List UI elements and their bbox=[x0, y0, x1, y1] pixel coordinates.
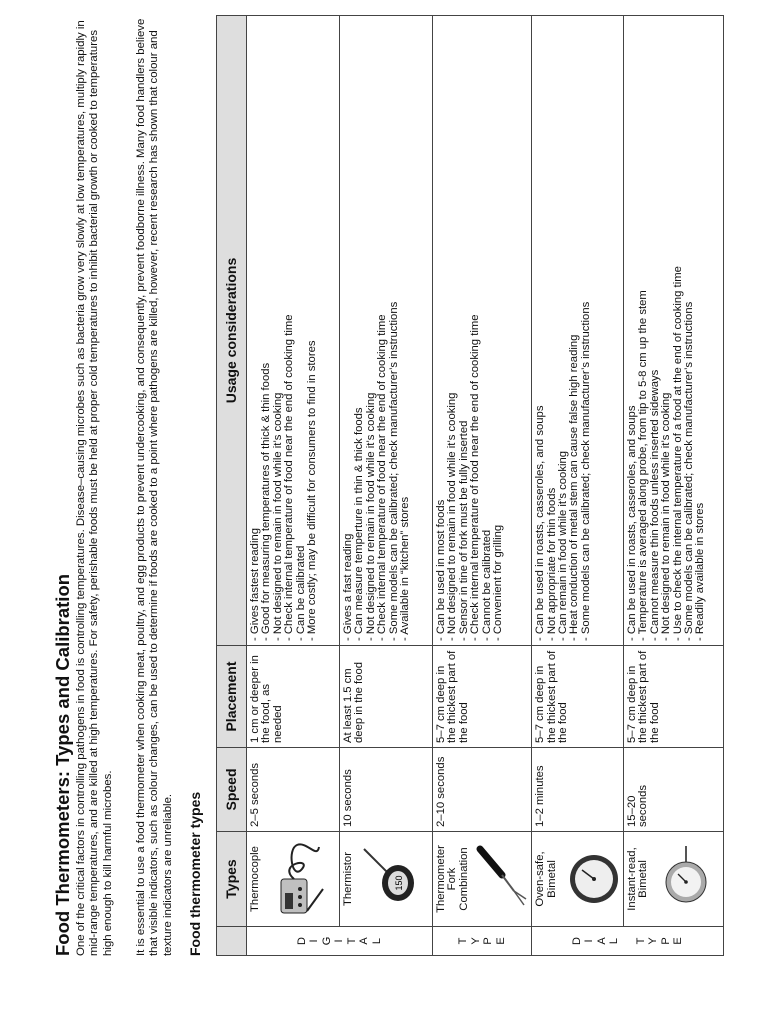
usage-item: - Some models can be calibrated; check manufacturer’s instructions bbox=[683, 301, 696, 641]
placement-cell: 5–7 cm deep in the thickest part of the food bbox=[624, 646, 724, 748]
table-row bbox=[340, 16, 433, 956]
thermistor-image bbox=[360, 839, 422, 919]
placement-cell: At least 1.5 cm deep in the food bbox=[340, 646, 433, 748]
usage-item: - Sensor in tine of fork must be fully inserted bbox=[457, 420, 470, 641]
usage-item: - Can remain in food while it’s cooking bbox=[557, 450, 570, 641]
usage-item: - Can be used in most foods bbox=[435, 499, 447, 641]
usage-cell bbox=[532, 16, 624, 646]
speed-cell: 15–20 seconds bbox=[624, 748, 724, 832]
header-types: Types bbox=[217, 832, 247, 927]
section-subtitle: Food thermometer types bbox=[187, 791, 203, 956]
table-row bbox=[247, 16, 340, 956]
dial-group-label: D I A L T Y P E bbox=[532, 927, 724, 956]
usage-item: - Readily available in stores bbox=[694, 502, 707, 641]
header-group bbox=[217, 927, 247, 956]
speed-cell: 1–2 minutes bbox=[532, 748, 624, 832]
usage-item: - Some models can be calibrated; check manufacturer’s instructions bbox=[579, 301, 592, 641]
header-placement: Placement bbox=[217, 646, 247, 748]
digital-group-label-top: D I G I T A L bbox=[247, 927, 433, 956]
table-header-row bbox=[217, 16, 247, 956]
type-cell bbox=[532, 832, 624, 927]
usage-item: - Can be used in roasts, casseroles, and soups bbox=[626, 405, 639, 641]
usage-cell bbox=[624, 16, 724, 646]
usage-item: - Gives fastest reading bbox=[249, 527, 261, 641]
intro-paragraph-2: It is essential to use a food thermometer when cooking meat, poultry, and egg products to prevent undercooking, and consequently, prevent foodborne illness. Many food handlers believe that visible indicators, such as colour changes, can be used to determine if foods are cooked to a point where pathogens are killed, however, recent research has shown that colour and texture indicators are unreliable. bbox=[135, 18, 174, 956]
usage-cell bbox=[340, 16, 433, 646]
speed-cell: 10 seconds bbox=[340, 748, 433, 832]
type-cell bbox=[433, 832, 532, 927]
usage-cell bbox=[247, 16, 340, 646]
usage-item: - Can be calibrated bbox=[294, 545, 307, 641]
type-cell bbox=[624, 832, 724, 927]
type-label: Instant-read, Bimetal bbox=[626, 847, 650, 911]
usage-item: - Check internal temperature of food near the end of cooking time bbox=[469, 314, 482, 641]
thermometer-types-table bbox=[216, 15, 724, 956]
table-row bbox=[433, 16, 532, 956]
usage-item: - More costly; may be difficult for consumers to find in stores bbox=[306, 340, 319, 641]
speed-cell: 2–10 seconds bbox=[433, 748, 532, 832]
table-row bbox=[532, 16, 624, 956]
type-label: Oven-safe, Bimetal bbox=[534, 851, 558, 907]
thermocouple-image bbox=[267, 839, 327, 919]
type-label: Thermistor bbox=[342, 852, 354, 906]
usage-item: - Heat conduction of metal stem can cause false high reading bbox=[568, 334, 581, 641]
placement-cell: 5–7 cm deep in the thickest part of the food bbox=[433, 646, 532, 748]
type-cell bbox=[340, 832, 433, 927]
oven-safe-dial-image bbox=[564, 844, 620, 914]
usage-item: - Not designed to remain in food while it’s cooking bbox=[660, 392, 673, 641]
instant-read-dial-image bbox=[656, 844, 720, 914]
usage-item: - Convenient for grilling bbox=[492, 524, 505, 641]
usage-item: - Cannot be calibrated bbox=[480, 529, 493, 641]
usage-item: - Not designed to remain in food while it’s cooking bbox=[364, 392, 377, 641]
fork-thermometer-image bbox=[476, 839, 528, 919]
usage-item: - Check internal temperature of food near the end of cooking time bbox=[283, 314, 296, 641]
intro-paragraph: One of the critical factors in controlling pathogens in food is controlling temperatures. Disease–causing microbes such as bacteria grow very slowly at low temperatures, multiply rapidly in mid-range temperatures, and are killed at high temperatures. For safety, perishable foods must be held at proper cold temperatures to inhibit bacterial growth or cooked to temperatures high enough to kill harmful microbes. bbox=[75, 20, 114, 956]
usage-item: - Available in “kitchen” stores bbox=[399, 496, 412, 641]
usage-item: - Some models can be calibrated; check manufacturer’s instructions bbox=[387, 301, 400, 641]
placement-cell: 1 cm or deeper in the food, as needed bbox=[247, 646, 340, 748]
header-speed: Speed bbox=[217, 748, 247, 832]
usage-item: - Check internal temperature of food near the end of cooking time bbox=[376, 314, 389, 641]
usage-item: - Can measure temperture in thin & thick foods bbox=[353, 407, 366, 641]
usage-item: - Not appropriate for thin foods bbox=[545, 487, 558, 641]
usage-item: - Cannot measure thin foods unless inserted sideways bbox=[648, 369, 661, 641]
placement-cell: 5–7 cm deep in the thickest part of the food bbox=[532, 646, 624, 748]
speed-cell: 2–5 seconds bbox=[247, 748, 340, 832]
usage-item: - Not designed to remain in food while it’s cooking bbox=[446, 392, 459, 641]
usage-item: - Use to check the internal temperature of a food at the end of cooking time bbox=[671, 266, 684, 641]
type-label: Thermocople bbox=[249, 846, 261, 912]
usage-item: - Can be used in roasts, casseroles, and soups bbox=[534, 405, 547, 641]
document-title: Food Thermometers: Types and Calibration bbox=[52, 573, 73, 956]
type-label: Thermometer Fork Combination bbox=[435, 845, 470, 913]
usage-cell bbox=[433, 16, 532, 646]
usage-item: - Not designed to remain in food while it’s cooking bbox=[271, 392, 284, 641]
type-cell bbox=[247, 832, 340, 927]
thermistor-display-value: 150 bbox=[394, 875, 405, 891]
usage-item: - Gives a fast reading bbox=[342, 533, 354, 641]
usage-item: - Good for measuring temperatures of thick & thin foods bbox=[260, 362, 273, 641]
header-usage: Usage considerations bbox=[217, 16, 247, 646]
table-row bbox=[624, 16, 724, 956]
usage-item: - Temperature is averaged along probe, from tip to 5-8 cm up the stem bbox=[637, 290, 650, 641]
digital-group-label-bottom: T Y P E bbox=[433, 927, 532, 956]
